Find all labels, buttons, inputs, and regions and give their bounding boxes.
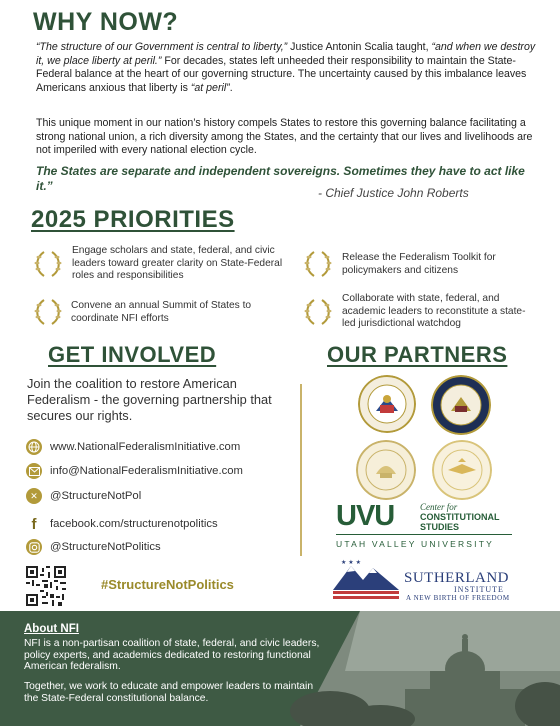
get-involved-heading: GET INVOLVED <box>48 342 217 367</box>
sutherland-mountain-icon <box>333 558 399 602</box>
mail-icon <box>26 463 42 479</box>
priority-item-4: Collaborate with state, federal, and academic leaders to reconstitute a state-led jurisdictional watchdog <box>342 293 526 329</box>
priority-item-1: Engage scholars and state, federal, and civic leaders toward greater clarity on State-Federal roles and responsibilities <box>72 245 283 281</box>
roberts-quote: The States are separate and independent sovereigns. Sometimes they have to act like it.” <box>36 164 525 193</box>
sutherland-sub: INSTITUTE <box>454 585 504 594</box>
instagram-link[interactable] <box>26 538 161 556</box>
email-link[interactable] <box>26 462 243 480</box>
utah-senate-seal-icon <box>356 440 416 500</box>
qr-code[interactable] <box>26 566 66 606</box>
facebook-link[interactable] <box>26 515 218 533</box>
website-link[interactable] <box>26 438 240 456</box>
partners-heading: OUR PARTNERS <box>327 342 508 367</box>
globe-icon <box>26 439 42 455</box>
facebook-icon: f <box>31 515 37 533</box>
svg-text:★ ★ ★: ★ ★ ★ <box>341 559 361 566</box>
governor-seal-icon <box>358 375 416 433</box>
why-now-heading: WHY NOW? <box>33 8 179 36</box>
uvu-rule <box>336 534 512 535</box>
priorities-heading: 2025 PRIORITIES <box>31 206 235 233</box>
get-involved-intro: Join the coalition to restore American Federalism - the governing partnership that secures our rights. <box>27 376 272 423</box>
instagram-text: @StructureNotPolitics <box>50 541 161 553</box>
uvu-center-line-1: Center for <box>420 502 458 512</box>
column-divider <box>300 384 302 556</box>
quote-attribution: - Chief Justice John Roberts <box>318 186 469 200</box>
laurel-wreath-icon <box>302 296 334 328</box>
sutherland-tagline: A NEW BIRTH OF FREEDOM <box>406 594 510 602</box>
x-handle-text: @StructureNotPol <box>50 490 142 502</box>
why-now-paragraph-1: “The structure of our Government is central to liberty,” Justice Antonin Scalia taught, “and when we destroy it, we place liberty at peril.” For decades, states left unheeded their responsibility to maintain the State-Federal balance at the heart of our governing structure. The uncertainty caused by this imbalance leaves Americans anxious that liberty is “at peril”. <box>36 41 536 94</box>
laurel-wreath-icon <box>32 248 64 280</box>
email-text: info@NationalFederalismInitiative.com <box>50 465 243 477</box>
laurel-wreath-icon <box>302 248 334 280</box>
hashtag: #StructureNotPolitics <box>101 577 234 592</box>
instagram-icon <box>26 539 42 555</box>
priority-item-2: Release the Federalism Toolkit for policymakers and citizens <box>342 252 496 276</box>
priority-item-3: Convene an annual Summit of States to coordinate NFI efforts <box>71 300 252 324</box>
uvu-center-line-2: CONSTITUTIONAL <box>420 512 500 522</box>
laurel-wreath-icon <box>32 296 64 328</box>
uvu-name: UTAH VALLEY UNIVERSITY <box>336 539 494 549</box>
website-text: www.NationalFederalismInitiative.com <box>50 441 241 453</box>
uvu-logo <box>336 500 516 550</box>
about-heading: About NFI <box>24 623 79 635</box>
why-now-paragraph-2: This unique moment in our nation’s history compels States to restore this governing balance facilitating a strong national union, a rich diversity among the States, and the certainty that our lives and livelihoods are not imperiled with every national election cycle. <box>36 117 533 156</box>
x-icon: ✕ <box>26 488 42 504</box>
about-paragraph-1: NFI is a non-partisan coalition of state, federal, and civic leaders, policy experts, and academics dedicated to restoring functional American federalism. <box>24 638 320 673</box>
utah-house-seal-icon <box>432 440 492 500</box>
x-link[interactable] <box>26 487 141 505</box>
sutherland-name: SUTHERLAND <box>404 570 509 586</box>
attorney-general-seal-icon <box>431 375 491 435</box>
uvu-letters: UVU <box>336 500 395 532</box>
facebook-text: facebook.com/structurenotpolitics <box>50 518 218 530</box>
about-paragraph-2: Together, we work to educate and empower leaders to maintain the State-Federal constitutional balance. <box>24 681 314 704</box>
uvu-center-line-3: STUDIES <box>420 522 460 532</box>
about-footer <box>0 611 560 726</box>
